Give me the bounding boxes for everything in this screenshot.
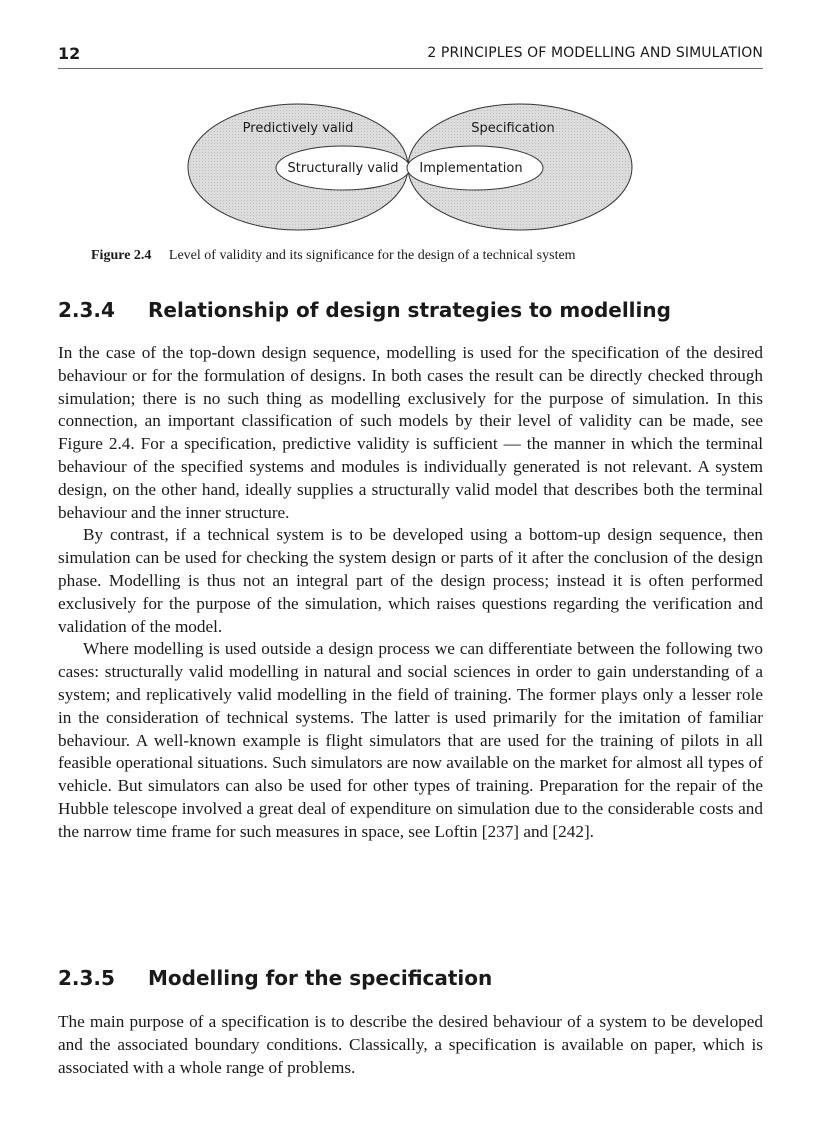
paragraph: Where modelling is used outside a design process we can differentiate between the following two cases: structurally valid modelling in natural and social sciences in order to gain understanding of a system; and replicatively valid modelling in the field of training. The former plays only a lesser role in the consideration of technical systems. The latter is used primarily for the imitation of familiar behaviour. A well-known example is flight simulators that are used for the training of pilots in all feasible operational situations. Such simulators are now available on the market for almost all types of vehicle. But simulators can also be used for other types of training. Preparation for the repair of the Hubble telescope involved a great deal of expenditure on simulation due to the considerable costs and the narrow time frame for such measures in space, see Loftin [237] and [242].: [58, 639, 763, 841]
section-heading-2-3-5: [58, 964, 492, 992]
paragraph: By contrast, if a technical system is to be developed using a bottom-up design sequence, then simulation can be used for checking the system design or parts of it after the conclusion of the design phase. Modelling is thus not an integral part of the design process; instead it is often performed exclusively for the purpose of the simulation, which raises questions regarding the verification and validation of the model.: [58, 525, 763, 636]
section-title: Relationship of design strategies to modelling: [148, 298, 671, 322]
specification-label: Specification: [471, 121, 555, 136]
running-head: [58, 40, 763, 69]
implementation-label: Implementation: [419, 161, 523, 176]
chapter-title: 2 PRINCIPLES OF MODELLING AND SIMULATION: [427, 45, 763, 61]
figure-caption-text: Level of validity and its significance for the design of a technical system: [168, 248, 576, 263]
page-number: 12: [58, 44, 81, 63]
section-number: 2.3.4: [58, 298, 115, 322]
figure-caption-label: Figure 2.4: [91, 248, 152, 263]
section-body-2-3-4: [58, 342, 763, 844]
predictively-valid-label: Predictively valid: [242, 121, 354, 136]
section-body-2-3-5: [58, 1011, 763, 1079]
structurally-valid-label: Structurally valid: [287, 161, 399, 176]
section-title: Modelling for the specification: [148, 966, 493, 990]
figure-caption: [91, 248, 771, 264]
paragraph: In the case of the top-down design sequence, modelling is used for the specification of the desired behaviour or for the formulation of designs. In both cases the result can be directly checked through simulation; there is no such thing as modelling exclusively for the purpose of simulation. In this connection, an important classification of such models by their level of validity can be made, see Figure 2.4. For a specification, predictive validity is sufficient — the manner in which the terminal behaviour of the specified systems and modules is individually generated is not relevant. A system design, on the other hand, ideally supplies a structurally valid model that describes both the terminal behaviour and the inner structure.: [58, 343, 763, 522]
section-heading-2-3-4: [58, 296, 671, 324]
validity-diagram: [184, 98, 639, 238]
section-number: 2.3.5: [58, 966, 115, 990]
paragraph: The main purpose of a specification is to describe the desired behaviour of a system to be developed and the associated boundary conditions. Classically, a specification is available on paper, which is associated with a whole range of problems.: [58, 1012, 763, 1077]
validity-figure: [184, 98, 639, 238]
